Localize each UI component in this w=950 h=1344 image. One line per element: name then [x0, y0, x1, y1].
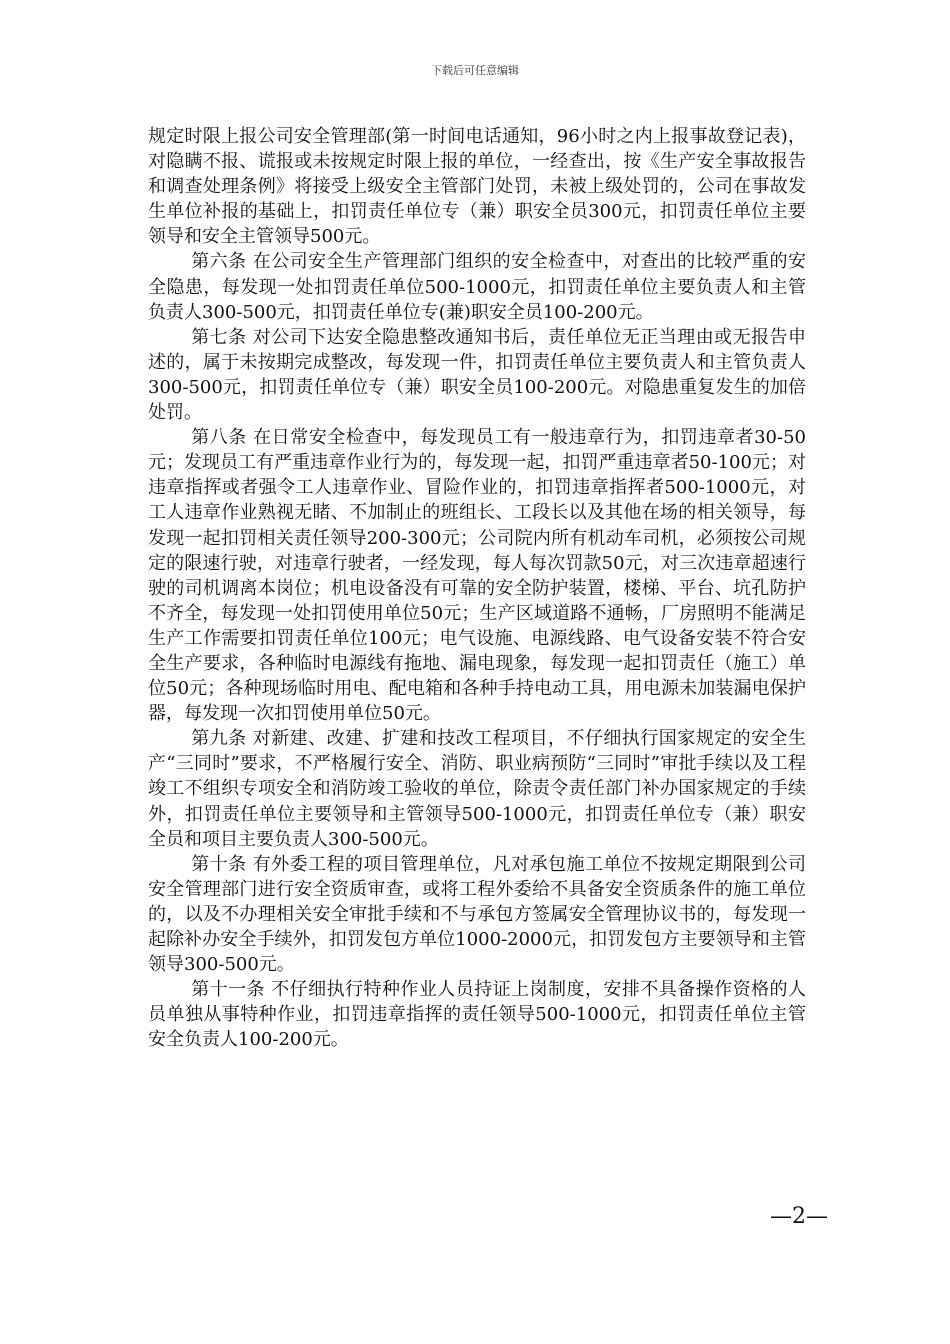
document-body [148, 124, 806, 1052]
paragraph-article-7: 第七条 对公司下达安全隐患整改通知书后，责任单位无正当理由或无报告申述的，属于未按期完成整改，每发现一件，扣罚责任单位主要负责人和主管负责人300-500元，扣罚责任单位专（兼）职安全员100-200元。对隐患重复发生的加倍处罚。 [148, 326, 806, 424]
page-header-note: 下载后可任意编辑 [431, 64, 519, 77]
paragraph-article-6: 第六条 在公司安全生产管理部门组织的安全检查中，对查出的比较严重的安全隐患，每发现一处扣罚责任单位500-1000元，扣罚责任单位主要负责人和主管负责人300-500元，扣罚责任单位专(兼)职安全员100-200元。 [148, 251, 806, 323]
page-number: —2— [770, 1204, 828, 1229]
paragraph-article-11: 第十一条 不仔细执行特种作业人员持证上岗制度，安排不具备操作资格的人员单独从事特种作业，扣罚违章指挥的责任领导500-1000元，扣罚责任单位主管安全负责人100-200元。 [148, 979, 806, 1051]
paragraph-continuation: 规定时限上报公司安全管理部(第一时间电话通知，96小时之内上报事故登记表)，对隐瞒不报、谎报或未按规定时限上报的单位，一经查出，按《生产安全事故报告和调查处理条例》将接受上级安全主管部门处罚，未被上级处罚的，公司在事故发生单位补报的基础上，扣罚责任单位专（兼）职安全员300元，扣罚责任单位主要领导和安全主管领导500元。 [148, 126, 806, 248]
paragraph-article-8: 第八条 在日常安全检查中，每发现员工有一般违章行为，扣罚违章者30-50元；发现员工有严重违章作业行为的，每发现一起，扣罚严重违章者50-100元；对违章指挥或者强令工人违章作业、冒险作业的，扣罚违章指挥者500-1000元，对工人违章作业熟视无睹、不加制止的班组长、工段长以及其他在场的相关领导，每发现一起扣罚相关责任领导200-300元；公司院内所有机动车司机，必须按公司规定的限速行驶，对违章行驶者，一经发现，每人每次罚款50元，对三次违章超速行驶的司机调离本岗位；机电设备没有可靠的安全防护装置，楼梯、平台、坑孔防护不齐全，每发现一处扣罚使用单位50元；生产区域道路不通畅，厂房照明不能满足生产工作需要扣罚责任单位100元；电气设施、电源线路、电气设备安装不符合安全生产要求，各种临时电源线有拖地、漏电现象，每发现一起扣罚责任（施工）单位50元；各种现场临时用电、配电箱和各种手持电动工具，用电源未加装漏电保护器，每发现一次扣罚使用单位50元。 [148, 427, 806, 725]
paragraph-article-9: 第九条 对新建、改建、扩建和技改工程项目，不仔细执行国家规定的安全生产“三同时”要求，不严格履行安全、消防、职业病预防“三同时”审批手续以及工程竣工不组织专项安全和消防竣工验收的单位，除责令责任部门补办国家规定的手续外，扣罚责任单位主要领导和主管领导500-1000元，扣罚责任单位专（兼）职安全员和项目主要负责人300-500元。 [148, 728, 806, 850]
paragraph-article-10: 第十条 有外委工程的项目管理单位，凡对承包施工单位不按规定期限到公司安全管理部门进行安全资质审查，或将工程外委给不具备安全资质条件的施工单位的，以及不办理相关安全审批手续和不与承包方签属安全管理协议书的，每发现一起除补办安全手续外，扣罚发包方单位1000-2000元，扣罚发包方主要领导和主管领导300-500元。 [148, 853, 806, 976]
